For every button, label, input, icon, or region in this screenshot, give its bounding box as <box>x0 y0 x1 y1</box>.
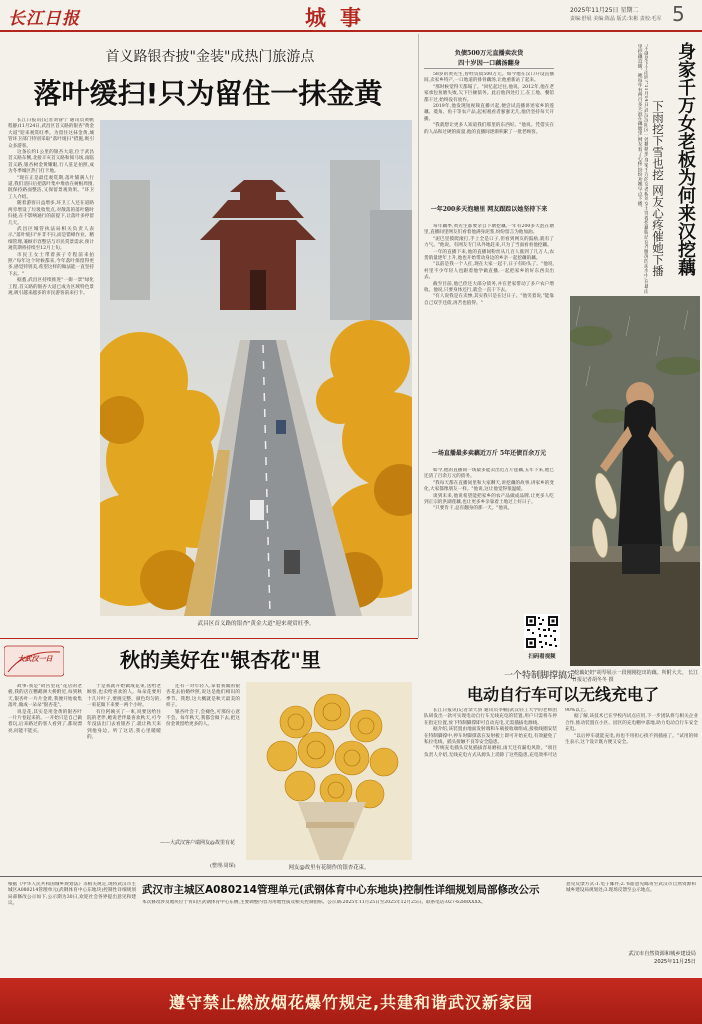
lotus-paragraph: 截至目前,他已偿还大部分债务,并在老家带动了多户农户增收。他说,只要身体还行,就会一直干下去。 <box>424 281 554 294</box>
editors-line: 责编:舒展 美编:陈晶 版式:朱彬 责校:毛军 <box>570 16 662 22</box>
essay-organizer: (整理:周琛) <box>210 863 236 869</box>
lotus-kicker: 负债500万元直播卖农货 <box>454 50 524 57</box>
qr-caption: 扫码看视频 <box>528 654 556 660</box>
lotus-paragraph: 如今,他的直播间一场最多能卖出近万斤莲藕,五年下来,他已还清了百余万元的债务。 <box>424 468 554 480</box>
ginkgo-paragraph: 随着游客日益增多,环卫工人还在道路两旁增设了垃圾收集点,对散落的落叶随时归拢,在不影响通行的前提下,让落叶多停留几天。 <box>8 201 94 226</box>
essay-paragraph: 有位阿姨买了一束,说要送给住院的老伴,她说老伴最喜欢秋天,可今年没法出门去看银杏了,就让秋天来到他身边。听了这话,我心里暖暖的。 <box>87 709 161 741</box>
ginkgo-paragraph: 长江日报讯(记者刘睿宁 通讯员黄帆 程静)11月24日,武昌区首义路的银杏"黄金大道"迎来观赏旺季。为留住这抹金黄,城管环卫部门特别采取"落叶缓扫"措施,吸引众多游客。 <box>8 118 94 149</box>
lotus-body-c <box>424 468 554 633</box>
newspaper-logo: 长江日报 <box>8 9 80 29</box>
essay-paragraph: 说是花,其实是用金黄的银杏叶一片片卷起来的。一开始只是自己做着玩,后来路过的客人看到了,都说漂亮,问能不能买。 <box>8 709 82 734</box>
notice-right-text: 意见反馈方式:1.电子邮件;2.书面意见邮寄至武汉市自然资源和城乡建设局规划处;3.现场反馈至公示地点。 <box>566 882 696 894</box>
lotus-head-rule <box>424 68 554 69</box>
ginkgo-avenue-photo <box>100 120 412 616</box>
ginkgo-bouquet-photo <box>246 682 412 860</box>
essay-paragraph: 故事:我是"故宫里花"花店的老板,我的店在鹦鹉洲大桥附近,每到秋天,银杏叶一片片金黄,我便开始收集落叶,做成一朵朵"银杏花"。 <box>8 684 82 709</box>
charging-headline: 电动自行车可以无线充电了 <box>466 685 659 704</box>
lotus-paragraph: 一年的直播下来,他的直播间粉丝从几百人涨到了几万人,农货销量逐年上升,他也开始带动身边的乡亲一起挖藕销藕。 <box>424 249 554 262</box>
notice-footer-date: 2025年11月25日 <box>654 959 696 965</box>
lotus-paragraph: "有人说我是在卖惨,其实我只是在过日子。"他笑着说,"能靠自己双手还债,再苦也值得。" <box>424 294 554 306</box>
lotus-body-b <box>424 224 554 430</box>
video-qr-code[interactable] <box>524 614 560 650</box>
ginkgo-paragraph: 武昌区城管执法局相关负责人表示,"落叶缓扫"并非不扫,而是错峰作业、精细管理,兼顾市容整洁与市民赏景需求,预计观赏期将持续至12月上旬。 <box>8 226 94 252</box>
column-divider <box>418 34 419 638</box>
lotus-paragraph: "我每天都在直播间里和大家聊天,讲挖藕的故事,讲家乡的变化,大家都像朋友一样。"他说,这让他觉得很温暖。 <box>424 480 554 493</box>
ginkgo-paragraph: 市民王女士带着孩子专程前来拍照:"每年这个时候都来,今年落叶保留得更多,感觉特别美,希望这样的做法能一直坚持下去。" <box>8 252 94 277</box>
lotus-paragraph: 58岁的黄先生,曾经负债500万元。如今他在汉口开设直播间,卖家乡特产,一口地道的排骨藕汤,让他重新站了起来。 <box>424 72 554 84</box>
lotus-paragraph: "那时候觉得天都塌了。"回忆起过往,他说。2012年,他在老家承包鱼塘失败,欠下巨额债务。此后他四处打工,在工地、餐馆都干过,始终没有放弃。 <box>424 84 554 103</box>
public-notice <box>0 878 702 974</box>
essay-paragraph: 于是我就开始做成花束,送给老顾客,也卖给喜欢的人。每朵花要用十几片叶子,要挑完整、颜色均匀的,一束花做下来要一两个小时。 <box>87 684 161 709</box>
notice-body: 本次修改涉及地块位于青山区武钢体育中心东侧,主要调整内容为用地性质及相关控制指标。公示期:2025年11月25日至2025年12月25日。联系电话:027-6288XXXX。 <box>142 900 486 905</box>
bottom-banner <box>0 978 702 1024</box>
vertical-feature <box>568 34 702 683</box>
charging-body <box>424 708 698 868</box>
charging-paragraph: "传统充电插头反复插拔容易磨损,雨天还有漏电风险。"项目负责人介绍,无线充电方式从源头上消除了这些隐患,充电效率可达90%以上。 <box>424 708 589 758</box>
section-title: 城事 <box>305 5 375 30</box>
column-name: 大武汉一日 <box>17 654 53 663</box>
notice-top-rule <box>0 876 702 877</box>
charging-paragraph: 长江日报讯(记者余天骄 通讯员李楠)武汉轻工大学的老师团队研发出一款可实现电动自行车无线充电的装置,用户只需将车停在指定位置,放下特制脚撑即可自动充电,无需插拔电源线。 <box>424 708 557 726</box>
charging-article <box>424 668 702 874</box>
essay-top-rule <box>0 638 418 639</box>
lotus-paragraph: "我就想让更多人知道我们那里的东西好。"他说。凭借实在的人品和过硬的质量,他的直播间逐渐积累了一批老顾客。 <box>424 123 554 135</box>
vertical-title: 身家千万女老板为何来汉挖藕 <box>675 42 696 276</box>
vertical-intro: "不就是下个雨吗?"11月14日,武汉汉阳区一处藕塘里,身家千万的女老板刘女士穿着挖藕服站在齐腰深的泥水中,在暴雨里挖藕直播。她每年有两百多天泡在藕塘里,网友看了心疼,纷纷劝她早点下播。 <box>636 44 648 294</box>
page-number: 5 <box>672 2 685 26</box>
masthead <box>0 0 702 30</box>
ginkgo-headline: 落叶缓扫!只为留住一抹金黄 <box>33 77 383 110</box>
lotus-subhead-1: 一年200多天泡塘里 网友跟踪以她坚持下来 <box>430 206 548 213</box>
bouquet-photo-caption: 网友@故里有花制作的银杏花束。 <box>288 865 370 871</box>
masthead-rule <box>0 30 702 32</box>
lotus-paragraph: "泥巴里摸爬滚打,手上全是口子,但看到网友的鼓励,就有了力气。"他说。有网友专门从外地赶来,只为了当面看看他挖藕。 <box>424 236 554 249</box>
vertical-subtitle: 下雨挖下雪也挖 网友心疼催她下播 <box>651 100 665 277</box>
lotus-headline: 四十岁因一口藕汤翻身 <box>458 60 520 67</box>
essay-section <box>0 640 418 874</box>
ginkgo-article <box>0 34 418 638</box>
essay-paragraph: 还有一对年轻人,拿着我做的银杏花去拍婚纱照,说这是他们相识的季节。我想,这大概就是秋天最美的样子。 <box>166 684 240 709</box>
charging-kicker: 一个特制脚撑搞定 <box>504 671 577 681</box>
lotus-photo-caption: "挖藕妃奶"胡琴展示一段刚刚挖出的藕。所附大夫。 长江日报记者胡冬冬 摄 <box>572 670 699 683</box>
notice-headline: 武汉市主城区A080214管理单元(武钢体育中心东地块)控制性详细规划局部修改公示 <box>142 884 540 896</box>
essay-byline: ——大武汉客户端网友@故里有花 <box>160 840 236 846</box>
ginkgo-kicker: 首义路银杏披"金装"成热门旅游点 <box>105 49 315 65</box>
ginkgo-paragraph: 据悉,武昌区持续推进"一街一景"绿化工程,首义路的银杏大道已成为区域特色景观,吸引越来越多的市民游客前来打卡。 <box>8 278 94 296</box>
essay-paragraph: 银杏叶会干,会褪色,可那份心意不会。每年秋天,我都会做下去,把这份金黄留给更多的人。 <box>166 709 240 728</box>
ginkgo-paragraph: 这条长约1公里的银杏大道,位于武昌首义路东侧,北接辛亥首义路和阅马场,南临首义路,银杏树金黄耀眼,行人驻足拍照,成为冬季城区热门打卡地。 <box>8 150 94 175</box>
lotus-body-a <box>424 72 554 200</box>
lotus-paragraph: "只要肯干,总有翻身的那一天。"他说。 <box>433 506 513 512</box>
charging-paragraph: 据介绍,该装置由地面发射端和车载接收端组成,接收线圈安装在特制脚撑中,停车时脚撑落在发射板上即可开始充电,有效避免了私拉电线、插头接触不良等安全隐患。 <box>424 727 557 746</box>
charging-paragraph: 据了解,该技术已在学校内试点应用,下一步团队将与相关企业合作,推动装置在小区、园区的充电棚中落地,助力电动自行车安全充电。 <box>565 714 698 733</box>
banner-slogan: 遵守禁止燃放烟花爆竹规定,共建和谐武汉新家园 <box>168 993 534 1012</box>
lotus-article <box>424 34 554 638</box>
ginkgo-paragraph: "现在正是最佳观赏期,落叶铺满人行道,我们清扫后把落叶集中堆放在树根周围,既保持路面整洁,又保留景观效果。"环卫工人介绍。 <box>8 175 94 200</box>
notice-footer-org: 武汉市自然资源和城乡建设局 <box>628 951 696 957</box>
lotus-subhead-2: 一场直播最多卖藕近万斤 5年还债百余万元 <box>431 450 547 457</box>
ginkgo-body <box>8 118 94 633</box>
issue-date: 2025年11月25日 星期二 <box>570 7 639 14</box>
notice-left-text: 根据《中华人民共和国城乡规划法》等相关规定,现将武汉市主城区A080214管理单元(武钢体育中心东地块)控制性详细规划局部修改公示如下,公示期为30日,欢迎社会各界提出意见和建议。 <box>8 882 136 907</box>
essay-title: 秋的美好在"银杏花"里 <box>120 648 321 672</box>
ginkgo-photo-caption: 武昌区首义路的银杏"黄金大道"迎来观赏旺季。 <box>197 621 315 627</box>
lotus-paragraph: 2019年,他发现短视频直播兴起,便尝试直播讲述家乡的莲藕、菱角、鱼干等农产品,起初观看者寥寥无几,他仍坚持每天开播。 <box>424 104 554 122</box>
lotus-digging-photo <box>570 296 700 666</box>
lotus-paragraph: 谈到未来,他说希望能把家乡的农产品做成品牌,让更多人吃到正宗的洪湖莲藕,也让更多乡亲靠着土地过上好日子。 <box>424 493 554 506</box>
charging-paragraph: "以后停车就能充电,再也不用担心找不到插座了。"试用的师生表示,这个设计既方便又安全。 <box>565 733 698 746</box>
lotus-paragraph: "以前是我一个人扛,现在大家一起干,日子有盼头了。"他说,村里不少年轻人也跟着他学做直播,一起把家乡的好东西卖出去。 <box>424 262 554 281</box>
lotus-paragraph: 每年藕季,黄先生都要亲自下塘挖藕,一年有200多天泡在塘里,直播间里网友们看着他满身泥浆,纷纷留言为他加油。 <box>424 224 554 236</box>
